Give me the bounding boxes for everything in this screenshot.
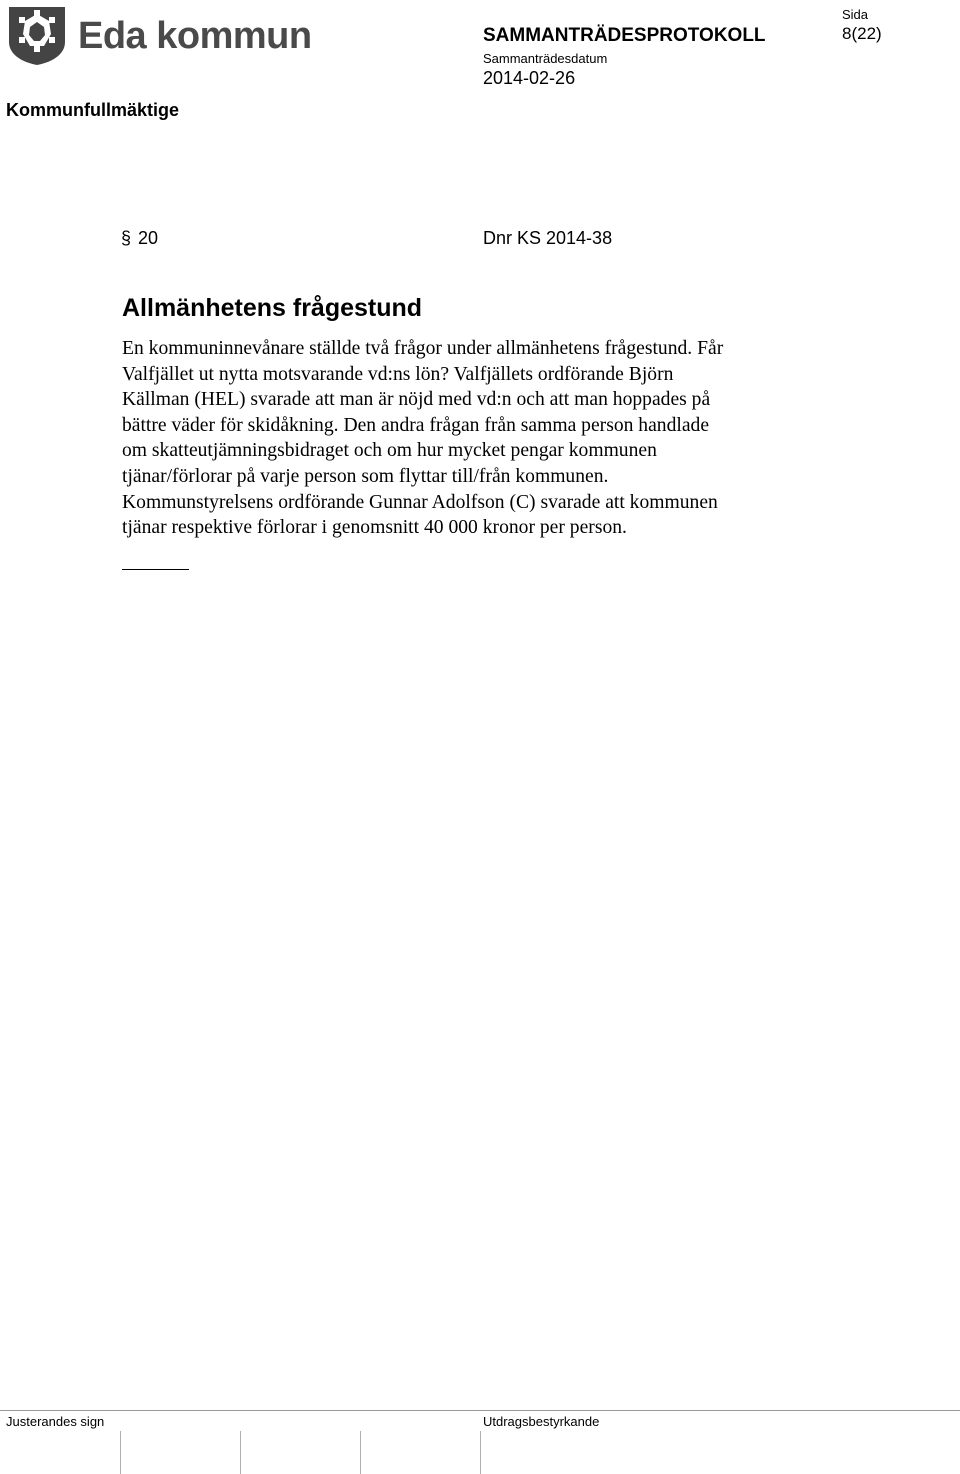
section-body — [122, 336, 822, 541]
body-line: Källman (HEL) svarade att man är nöjd med vd:n och att man hoppades på — [122, 389, 711, 411]
document-type: SAMMANTRÄDESPROTOKOLL — [483, 25, 766, 46]
body-line: bättre väder för skidåkning. Den andra frågan från samma person handlade — [122, 414, 710, 436]
body-line: tjänar respektive förlorar i genomsnitt 40 000 kronor per person. — [122, 517, 627, 539]
signature-box-divider — [120, 1431, 121, 1474]
date-value: 2014-02-26 — [483, 68, 576, 88]
signature-box-divider — [360, 1431, 361, 1474]
logo-wordmark: Eda kommun — [78, 15, 312, 57]
body-line: Kommunstyrelsens ordförande Gunnar Adolfson (C) svarade att kommunen — [122, 491, 718, 513]
section-end-rule — [122, 569, 189, 570]
body-line: Valfjället ut nytta motsvarande vd:ns lön? Valfjällets ordförande Björn — [122, 363, 674, 385]
page-label: Sida — [842, 7, 869, 22]
body-line: En kommuninnevånare ställde två frågor under allmänhetens frågestund. Får — [122, 338, 724, 359]
coat-of-arms-logo — [6, 4, 68, 66]
signature-box-divider — [240, 1431, 241, 1474]
date-label: Sammanträdesdatum — [483, 51, 608, 66]
justerandes-sign-label: Justerandes sign — [6, 1414, 105, 1429]
dnr-reference: Dnr KS 2014-38 — [483, 228, 613, 248]
body-line: tjänar/förlorar på varje person som flyttar till/från kommunen. — [122, 465, 609, 487]
section-heading: Allmänhetens frågestund — [122, 294, 423, 322]
utdragsbestyrkande-label: Utdragsbestyrkande — [483, 1414, 600, 1429]
paragraph-number: 20 — [138, 228, 159, 248]
footer-divider — [0, 1410, 960, 1411]
body-line: om skatteutjämningsbidraget och om hur mycket pengar kommunen — [122, 440, 657, 462]
paragraph-mark: § — [121, 228, 132, 248]
page-number: 8(22) — [842, 24, 882, 43]
signature-box-divider — [480, 1431, 481, 1474]
body-name: Kommunfullmäktige — [6, 100, 180, 120]
